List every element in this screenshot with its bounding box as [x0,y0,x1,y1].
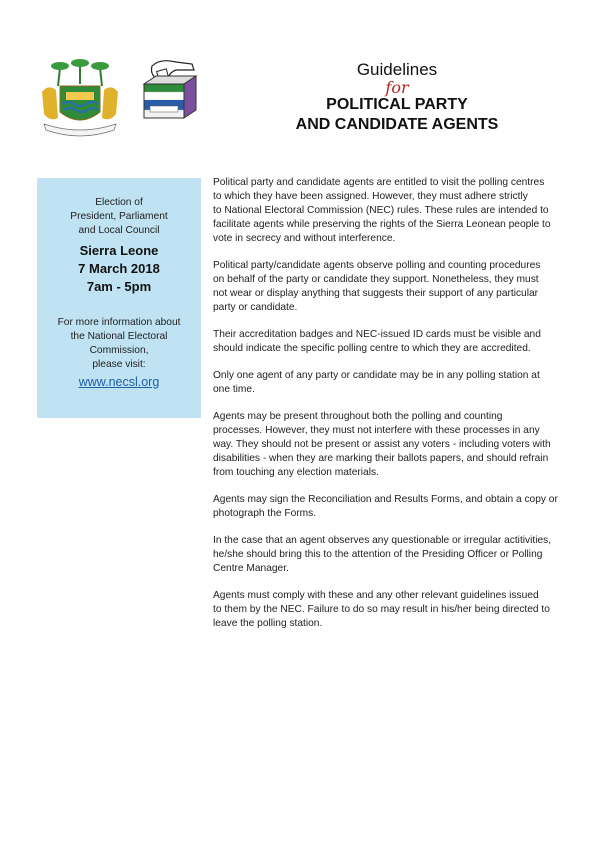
paragraph-forms: Agents may sign the Reconciliation and Results Forms, and obtain a copy or photograph the Forms. [213,494,558,519]
necsl-website-link[interactable]: www.necsl.org [78,375,160,389]
title-political-party: POLITICAL PARTY [326,96,468,113]
paragraph-entitlement: Political party and candidate agents are entitled to visit the polling centres to which they have been assigned. However, they must adhere strictly to National Electoral Commission (NEC) rules. These rules are intended to facilitate agents while preserving the rights of the Sierra Leonean people to vote in secrecy and without interference. [213,177,551,244]
paragraph-badges: Their accreditation badges and NEC-issued ID cards must be visible and should indicate the specific polling centre to which they are accredited. [213,329,541,354]
more-info-text [37,316,201,372]
election-date: 7 March 2018 [78,261,160,276]
info-line: the National Electoral [70,331,168,342]
title-for: for [385,78,409,97]
title-candidate-agents: AND CANDIDATE AGENTS [295,116,499,133]
election-line: Election of [95,197,143,208]
election-description [37,196,201,238]
info-line: Commission, [89,345,149,356]
ballot-box-icon [130,56,208,126]
info-line: For more information about [57,317,181,328]
paragraph-presence: Agents may be present throughout both the polling and counting processes. However, they must not interfere with these processes in any way. They should not be present or assist any voters - including voters with disabilities - when they are marking their ballots papers, and should refrain from touching any election materials. [213,411,551,478]
paragraph-comply: Agents must comply with these and any other relevant guidelines issued to them by the NEC. Failure to do so may result in his/her being directed to leave the polling station. [213,590,550,629]
election-info-box [37,178,201,418]
paragraph-observe: Political party/candidate agents observe polling and counting procedures on behalf of the party or candidate they support. Nonetheless, they must not wear or display anything that suggests their support of any particular party or candidate. [213,260,541,313]
election-line: and Local Council [78,225,160,236]
info-line: please visit: [92,359,146,370]
election-country: Sierra Leone [79,243,159,258]
guidelines-body [213,176,563,644]
election-line: President, Parliament [70,211,168,222]
paragraph-irregular: In the case that an agent observes any questionable or irregular actitivities, he/she should bring this to the attention of the Presiding Officer or Polling Centre Manager. [213,535,552,574]
document-title [262,60,532,135]
election-hours: 7am - 5pm [86,279,152,294]
coat-of-arms-icon [38,56,122,138]
paragraph-one-agent: Only one agent of any party or candidate may be in any polling station at one time. [213,370,540,395]
title-guidelines: Guidelines [356,60,438,79]
